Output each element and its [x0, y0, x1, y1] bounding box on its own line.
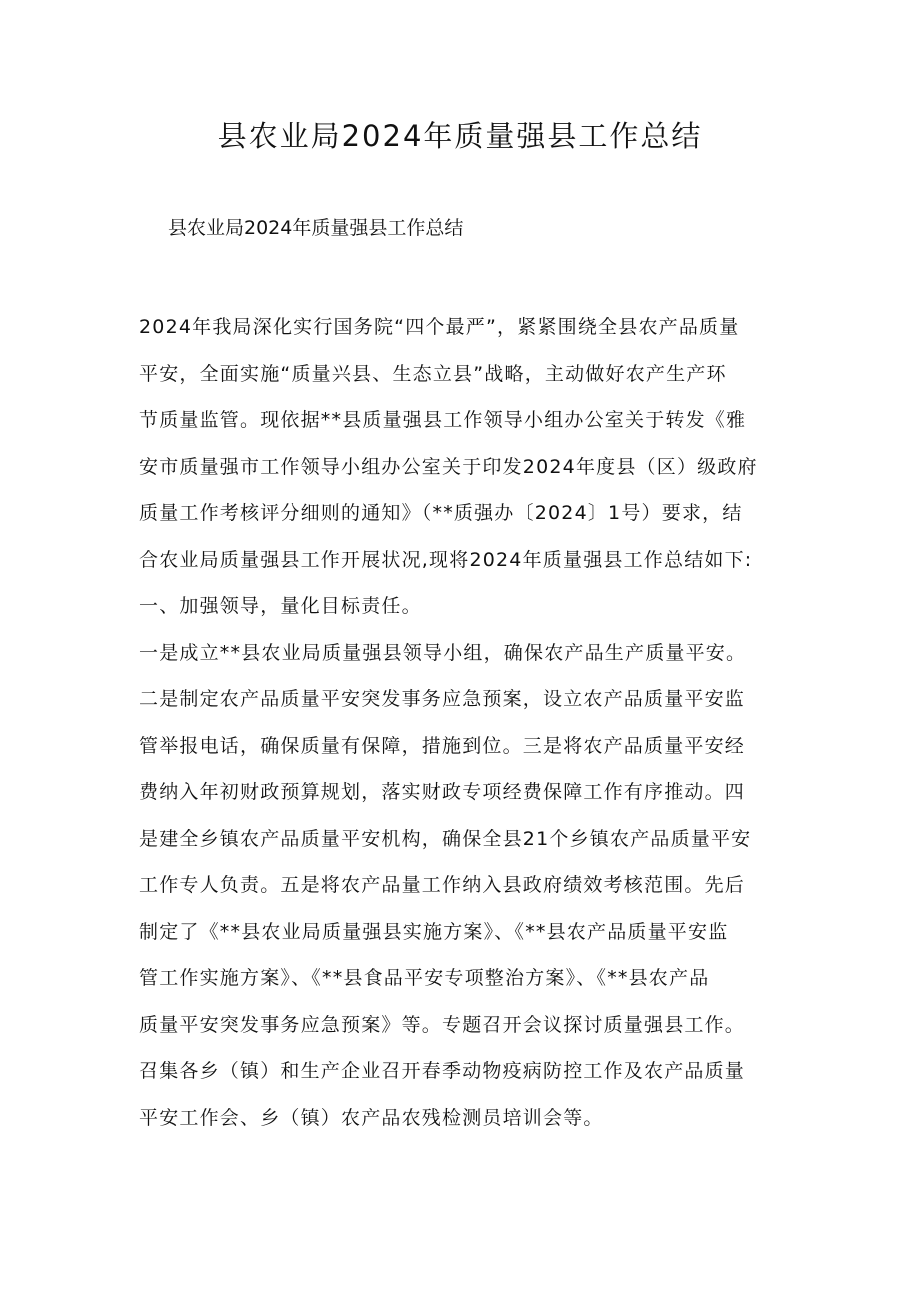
body-line: 召集各乡（镇）和生产企业召开春季动物疫病防控工作及农产品质量: [139, 1060, 746, 1082]
body-line: 是建全乡镇农产品质量平安机构，确保全县21个乡镇农产品质量平安: [139, 827, 752, 850]
body-line: 2024年我局深化实行国务院“四个最严”，紧紧围绕全县农产品质量: [139, 316, 740, 338]
body-line: 制定了《**县农业局质量强县实施方案》、《**县农产品质量平安监: [139, 920, 729, 943]
document-title: 县农业局2024年质量强县工作总结: [217, 119, 703, 153]
body-line: 节质量监管。现依据**县质量强县工作领导小组办公室关于转发《雅: [139, 409, 747, 431]
body-line: 管工作实施方案》、《**县食品平安专项整治方案》、《**县农产品: [139, 967, 710, 989]
body-line: 管举报电话，确保质量有保障，措施到位。三是将农产品质量平安经: [139, 734, 746, 757]
body-line: 一是成立**县农业局质量强县领导小组，确保农产品生产质量平安。: [139, 641, 747, 664]
body-line: 费纳入年初财政预算规划，落实财政专项经费保障工作有序推动。四: [139, 781, 746, 803]
body-line: 二是制定农产品质量平安突发事务应急预案，设立农产品质量平安监: [139, 688, 746, 710]
body-line: 质量工作考核评分细则的通知》（**质强办〔2024〕1号）要求，结: [139, 502, 743, 524]
body-line: 合农业局质量强县工作开展状况,现将2024年质量强县工作总结如下:: [139, 548, 753, 571]
body-line: 工作专人负责。五是将农产品量工作纳入县政府绩效考核范围。先后: [139, 874, 746, 896]
section-heading: 一、加强领导，量化目标责任。: [139, 595, 422, 617]
body-line: 平安工作会、乡（镇）农产品农残检测员培训会等。: [139, 1106, 604, 1129]
document-subtitle: 县农业局2024年质量强县工作总结: [168, 217, 464, 239]
body-line: 安市质量强市工作领导小组办公室关于印发2024年度县（区）级政府: [139, 455, 758, 478]
body-line: 质量平安突发事务应急预案》等。专题召开会议探讨质量强县工作。: [139, 1013, 746, 1036]
body-line: 平安，全面实施“质量兴县、生态立县”战略，主动做好农产生产环: [139, 362, 727, 385]
document-body: [139, 312, 789, 1149]
